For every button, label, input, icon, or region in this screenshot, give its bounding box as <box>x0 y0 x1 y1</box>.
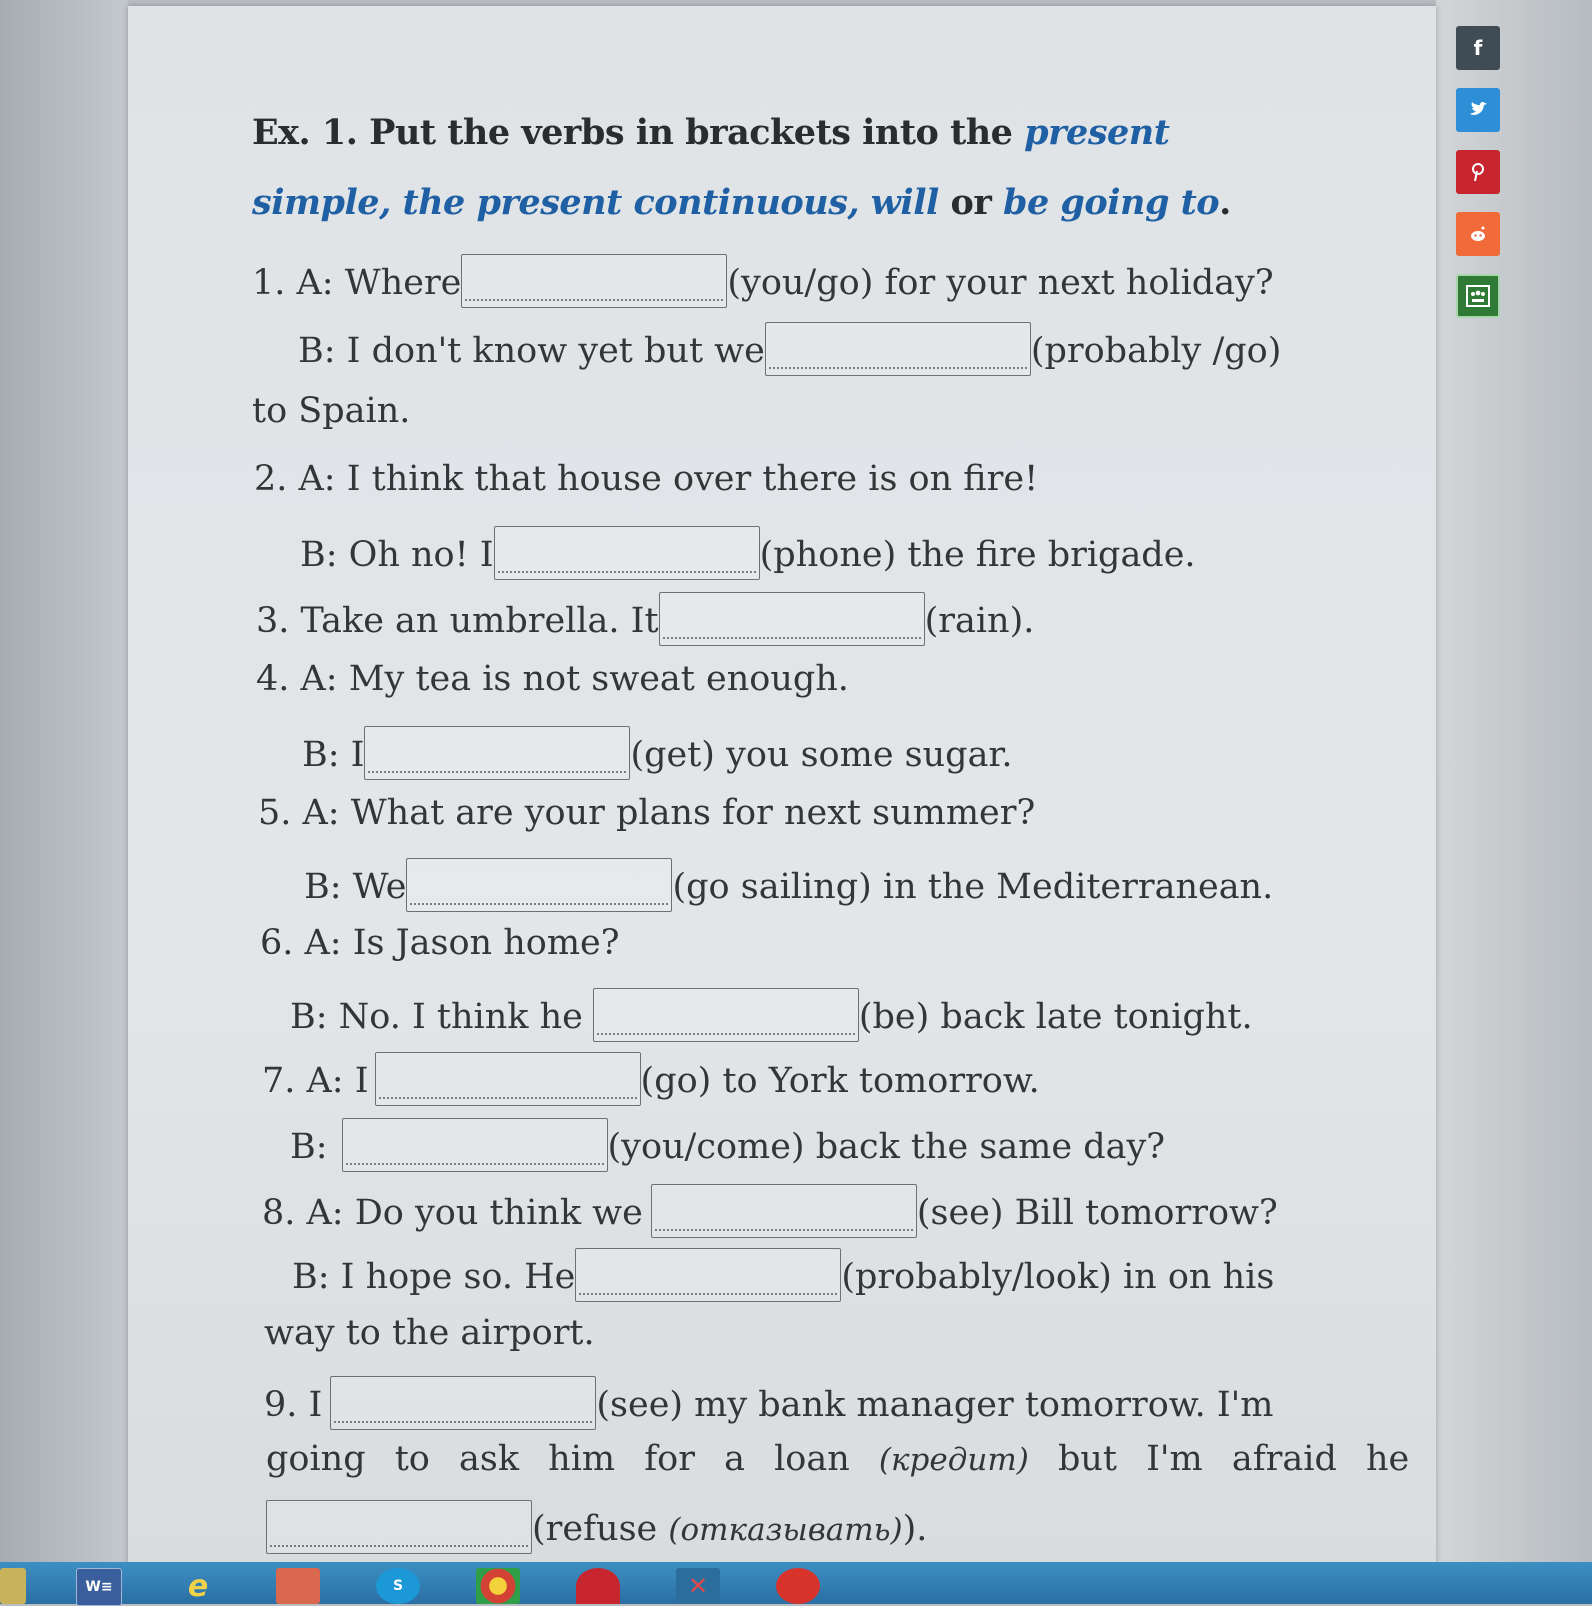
google-classroom-icon <box>1465 284 1491 308</box>
line-text: B: I <box>302 735 365 775</box>
close-icon: ✕ <box>687 1572 709 1600</box>
skype-taskbar-button[interactable] <box>376 1568 420 1604</box>
line-text: (you/come) back the same day? <box>607 1127 1166 1167</box>
line-text: (be) back late tonight. <box>858 997 1253 1037</box>
twitter-share-button[interactable] <box>1456 88 1500 132</box>
chrome-taskbar-button[interactable] <box>476 1568 520 1604</box>
answer-blank-6[interactable] <box>593 988 859 1042</box>
exercise-line <box>256 592 1034 646</box>
line-text: (refuse <box>532 1509 669 1549</box>
line-text: B: I hope so. He <box>292 1257 576 1297</box>
facebook-icon: f <box>1473 36 1483 60</box>
yandex-taskbar-button[interactable] <box>776 1568 820 1604</box>
line-text: B: We <box>304 867 407 907</box>
heading-or: or <box>938 182 1003 223</box>
app-taskbar-button[interactable] <box>276 1568 320 1604</box>
answer-blank-2[interactable] <box>494 526 760 580</box>
exercise-line <box>300 526 1196 580</box>
answer-blank-9b[interactable] <box>266 1500 532 1554</box>
internet-explorer-icon: e <box>187 1568 209 1604</box>
exercise-line <box>266 1500 927 1554</box>
exercise-heading <box>252 98 1292 238</box>
russian-gloss: (отказывать) <box>668 1512 903 1548</box>
line-text: to Spain. <box>252 391 411 431</box>
skype-icon: S <box>392 1578 404 1594</box>
start-area-icon[interactable] <box>0 1568 26 1604</box>
line-text: (rain). <box>924 601 1035 641</box>
worksheet-page <box>128 6 1436 1566</box>
line-text: 9. I <box>264 1385 323 1425</box>
line-text: (go) to York tomorrow. <box>640 1061 1040 1101</box>
line-text: 6. A: Is Jason home? <box>260 923 620 963</box>
line-text: going to ask him for a loan <box>266 1439 850 1479</box>
line-text: (probably/look) in on his <box>841 1257 1275 1297</box>
line-text: (you/go) for your next holiday? <box>727 263 1274 303</box>
answer-blank-4[interactable] <box>364 726 630 780</box>
answer-blank-3[interactable] <box>659 592 925 646</box>
line-text: ). <box>902 1509 928 1549</box>
line-text: B: <box>290 1127 328 1167</box>
line-text: B: I don't know yet but we <box>298 331 765 371</box>
answer-blank-5[interactable] <box>406 858 672 912</box>
google-classroom-share-button[interactable] <box>1456 274 1500 318</box>
russian-gloss: (кредит) <box>878 1442 1029 1478</box>
answer-blank-9a[interactable] <box>330 1376 596 1430</box>
heading-period: . <box>1219 182 1231 223</box>
line-text: (phone) the fire brigade. <box>759 535 1196 575</box>
reddit-share-button[interactable] <box>1456 212 1500 256</box>
exercise-line <box>260 922 620 964</box>
line-text: 2. A: I think that house over there is on fire! <box>254 459 1039 499</box>
exercise-line <box>252 390 410 432</box>
reddit-icon <box>1468 225 1488 243</box>
exercise-line <box>256 658 849 700</box>
heading-prefix: Ex. 1. Put the verbs in brackets into the <box>252 112 1025 153</box>
word-icon: W≡ <box>85 1579 113 1595</box>
line-text: (see) Bill tomorrow? <box>916 1193 1278 1233</box>
twitter-icon <box>1468 101 1488 119</box>
exercise-line <box>262 1052 1040 1106</box>
line-text: B: No. I think he <box>290 997 583 1037</box>
opera-taskbar-button[interactable] <box>576 1568 620 1604</box>
line-text: but I'm afraid he <box>1028 1439 1410 1479</box>
exercise-line <box>292 1248 1274 1302</box>
line-text: (probably /go) <box>1030 331 1282 371</box>
heading-be-going-to: be going to <box>1002 182 1220 223</box>
exercise-line <box>262 1184 1278 1238</box>
word-taskbar-button[interactable] <box>76 1568 122 1606</box>
line-text: 1. A: Where <box>252 263 462 303</box>
pinterest-share-button[interactable] <box>1456 150 1500 194</box>
exercise-line <box>254 458 1038 500</box>
exercise-line <box>266 1438 1409 1481</box>
facebook-share-button[interactable] <box>1456 26 1500 70</box>
exercise-line <box>304 858 1273 912</box>
line-text: way to the airport. <box>264 1313 595 1353</box>
exercise-line <box>264 1376 1273 1430</box>
heading-tense-names: present simple, the present continuous, will <box>252 112 1170 223</box>
line-text: 8. A: Do you think we <box>262 1193 643 1233</box>
exercise-line <box>258 792 1035 834</box>
line-text: B: Oh no! I <box>300 535 494 575</box>
exercise-line <box>264 1312 595 1354</box>
answer-blank-8b[interactable] <box>575 1248 841 1302</box>
monitor-bezel-left <box>0 0 128 1562</box>
internet-explorer-taskbar-button[interactable] <box>176 1568 220 1604</box>
answer-blank-7a[interactable] <box>375 1052 641 1106</box>
line-text: (see) my bank manager tomorrow. I'm <box>596 1385 1274 1425</box>
line-text: 5. A: What are your plans for next summer? <box>258 793 1036 833</box>
answer-blank-7b[interactable] <box>342 1118 608 1172</box>
close-app-taskbar-button[interactable] <box>676 1568 720 1604</box>
line-text: (go sailing) in the Mediterranean. <box>672 867 1274 907</box>
exercise-line <box>302 726 1012 780</box>
answer-blank-1b[interactable] <box>765 322 1031 376</box>
line-text: 7. A: I <box>262 1061 369 1101</box>
exercise-line <box>298 322 1281 376</box>
exercise-line <box>290 988 1253 1042</box>
exercise-line <box>290 1118 1165 1172</box>
line-text: 3. Take an umbrella. It <box>256 601 659 641</box>
pinterest-icon <box>1470 162 1486 182</box>
line-text: (get) you some sugar. <box>630 735 1013 775</box>
answer-blank-8a[interactable] <box>651 1184 917 1238</box>
answer-blank-1a[interactable] <box>461 254 727 308</box>
windows-taskbar <box>0 1562 1592 1604</box>
line-text: 4. A: My tea is not sweat enough. <box>256 659 849 699</box>
exercise-line <box>252 254 1274 308</box>
